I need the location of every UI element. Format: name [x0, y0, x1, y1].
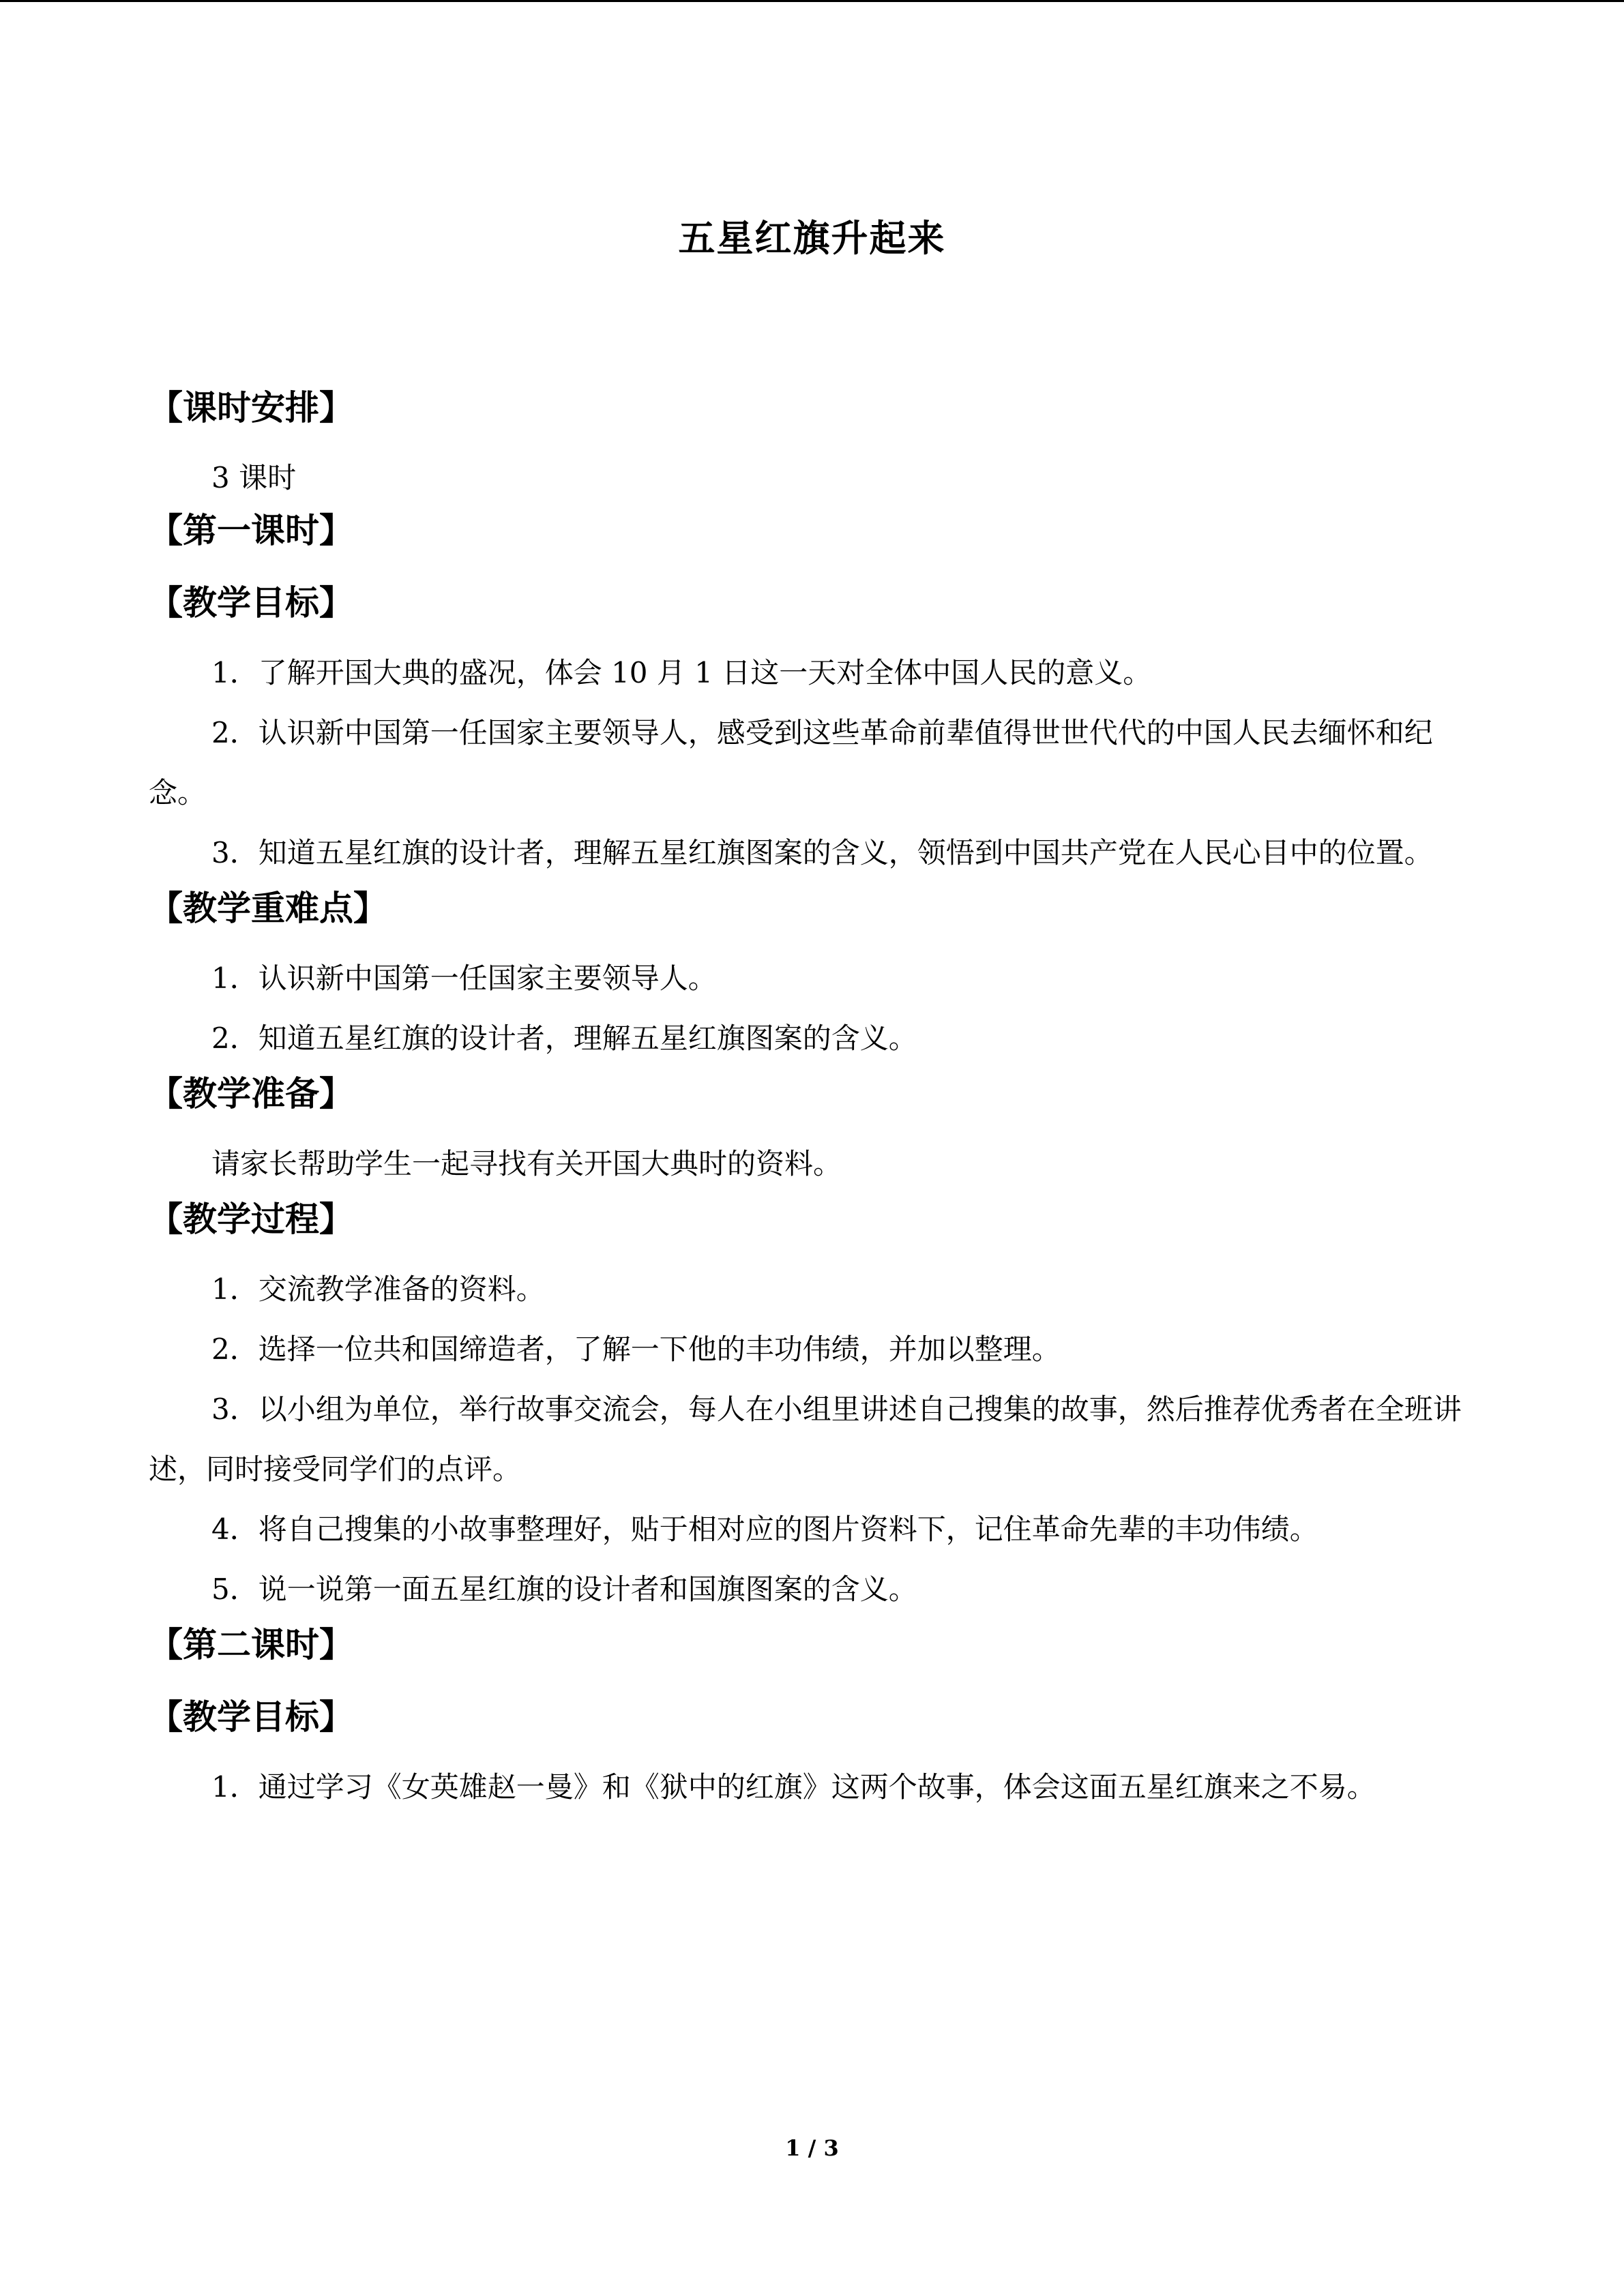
heading-preparation: 【教学准备】 [149, 1074, 353, 1114]
process-item: 3．以小组为单位，举行故事交流会，每人在小组里讲述自己搜集的故事，然后推荐优秀者在全班讲述，同时接受同学们的点评。 [149, 1392, 1462, 1486]
goals1-item: 1．了解开国大典的盛况，体会 10 月 1 日这一天对全体中国人民的意义。 [211, 656, 1152, 689]
process-item: 1．交流教学准备的资料。 [211, 1272, 545, 1306]
heading-goals-2: 【教学目标】 [149, 1697, 353, 1737]
heading-schedule: 【课时安排】 [149, 388, 353, 428]
document-body [149, 385, 1475, 1817]
schedule-text: 3 课时 [211, 461, 297, 494]
heading-keypoints: 【教学重难点】 [149, 889, 387, 928]
goals2-item: 1．通过学习《女英雄赵一曼》和《狱中的红旗》这两个故事，体会这面五星红旗来之不易。 [211, 1770, 1376, 1804]
heading-lesson-1: 【第一课时】 [149, 511, 353, 550]
top-border-line [0, 0, 1624, 2]
heading-lesson-2: 【第二课时】 [149, 1625, 353, 1665]
process-item: 4．将自己搜集的小故事整理好，贴于相对应的图片资料下，记住革命先辈的丰功伟绩。 [211, 1512, 1318, 1546]
process-item: 5．说一说第一面五星红旗的设计者和国旗图案的含义。 [211, 1572, 917, 1606]
keypoints-item: 1．认识新中国第一任国家主要领导人。 [211, 961, 717, 995]
document-title: 五星红旗升起来 [678, 217, 946, 260]
heading-process: 【教学过程】 [149, 1199, 353, 1239]
heading-goals-1: 【教学目标】 [149, 583, 353, 623]
goals1-item: 2．认识新中国第一任国家主要领导人，感受到这些革命前辈值得世世代代的中国人民去缅怀和纪念。 [149, 716, 1433, 809]
keypoints-item: 2．知道五星红旗的设计者，理解五星红旗图案的含义。 [211, 1022, 917, 1055]
goals1-item: 3．知道五星红旗的设计者，理解五星红旗图案的含义，领悟到中国共产党在人民心目中的位置。 [211, 836, 1433, 869]
preparation-text: 请家长帮助学生一起寻找有关开国大典时的资料。 [211, 1147, 842, 1180]
process-item: 2．选择一位共和国缔造者，了解一下他的丰功伟绩，并加以整理。 [211, 1332, 1061, 1366]
page-number: 1 / 3 [785, 2135, 839, 2161]
